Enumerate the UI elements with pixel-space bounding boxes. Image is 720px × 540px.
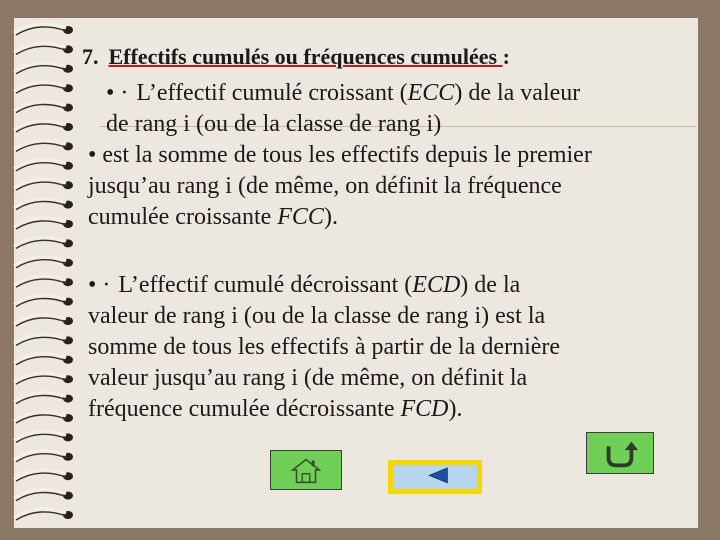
binding-ring [14,121,73,132]
para2-line-1 [88,270,688,301]
spiral-binding [0,18,80,528]
binding-ring [14,315,73,326]
paragraph-ecc [88,78,688,233]
para1-line-3: • est la somme de tous les effectifs depuis le premier [88,142,592,168]
binding-ring [14,102,73,113]
home-icon [271,451,341,489]
binding-ring [14,490,73,501]
binding-ring [14,393,73,404]
binding-ring [14,199,73,210]
section-number: 7. [82,44,99,69]
para2-line-5 [88,394,688,425]
binding-ring [14,470,73,481]
para2-line-2: valeur de rang i (ou de la classe de rang i) est la [88,303,546,329]
para2-text-5a: fréquence cumulée décroissante [88,396,401,422]
binding-ring [14,82,73,93]
para2-term-fcd: FCD [400,396,449,422]
para2-term-ecd: ECD [412,272,461,298]
binding-ring [14,276,73,287]
para1-line-1 [88,78,688,109]
binding-ring [14,63,73,74]
section-title [82,41,510,72]
binding-ring [14,140,73,151]
binding-ring [14,24,73,35]
binding-ring [14,354,73,365]
back-button[interactable] [388,460,482,494]
binding-ring [14,509,73,520]
binding-ring [14,257,73,268]
para1-bullet: • · [106,80,129,106]
binding-ring [14,179,73,190]
binding-ring [14,160,73,171]
binding-ring [14,296,73,307]
binding-ring [14,218,73,229]
home-button[interactable] [270,450,342,490]
para2-text-1a: L’effectif cumulé décroissant ( [118,272,413,298]
para1-line-5 [88,202,688,233]
para1-line-4: jusqu’au rang i (de même, on définit la fréquence [88,173,562,199]
binding-ring [14,431,73,442]
section-title-text: Effectifs cumulés ou fréquences cumulées [108,44,503,69]
binding-ring [14,451,73,462]
binding-ring [14,43,73,54]
para2-text-5c: ). [448,396,463,422]
para1-line-2: de rang i (ou de la classe de rang i) [106,111,442,137]
para1-text-5c: ). [323,204,338,230]
para2-bullet: • · [88,272,111,298]
para2-line-4: valeur jusqu’au rang i (de même, on définit la [88,365,528,391]
return-button[interactable] [586,432,654,474]
para1-text-5a: cumulée croissante [88,204,278,230]
para1-text-1c: ) de la valeur [454,80,581,106]
para2-line-3: somme de tous les effectifs à partir de la dernière [88,334,561,360]
binding-ring [14,237,73,248]
triangle-left-icon [391,463,479,491]
binding-ring [14,412,73,423]
u-turn-arrow-icon [587,433,653,473]
para2-text-1c: ) de la [460,272,521,298]
section-title-colon: : [502,44,510,69]
para1-text-1a: L’effectif cumulé croissant ( [136,80,408,106]
binding-ring [14,334,73,345]
paragraph-ecd [88,270,688,425]
para1-term-ecc: ECC [407,80,455,106]
binding-ring [14,373,73,384]
para1-term-fcc: FCC [277,204,324,230]
